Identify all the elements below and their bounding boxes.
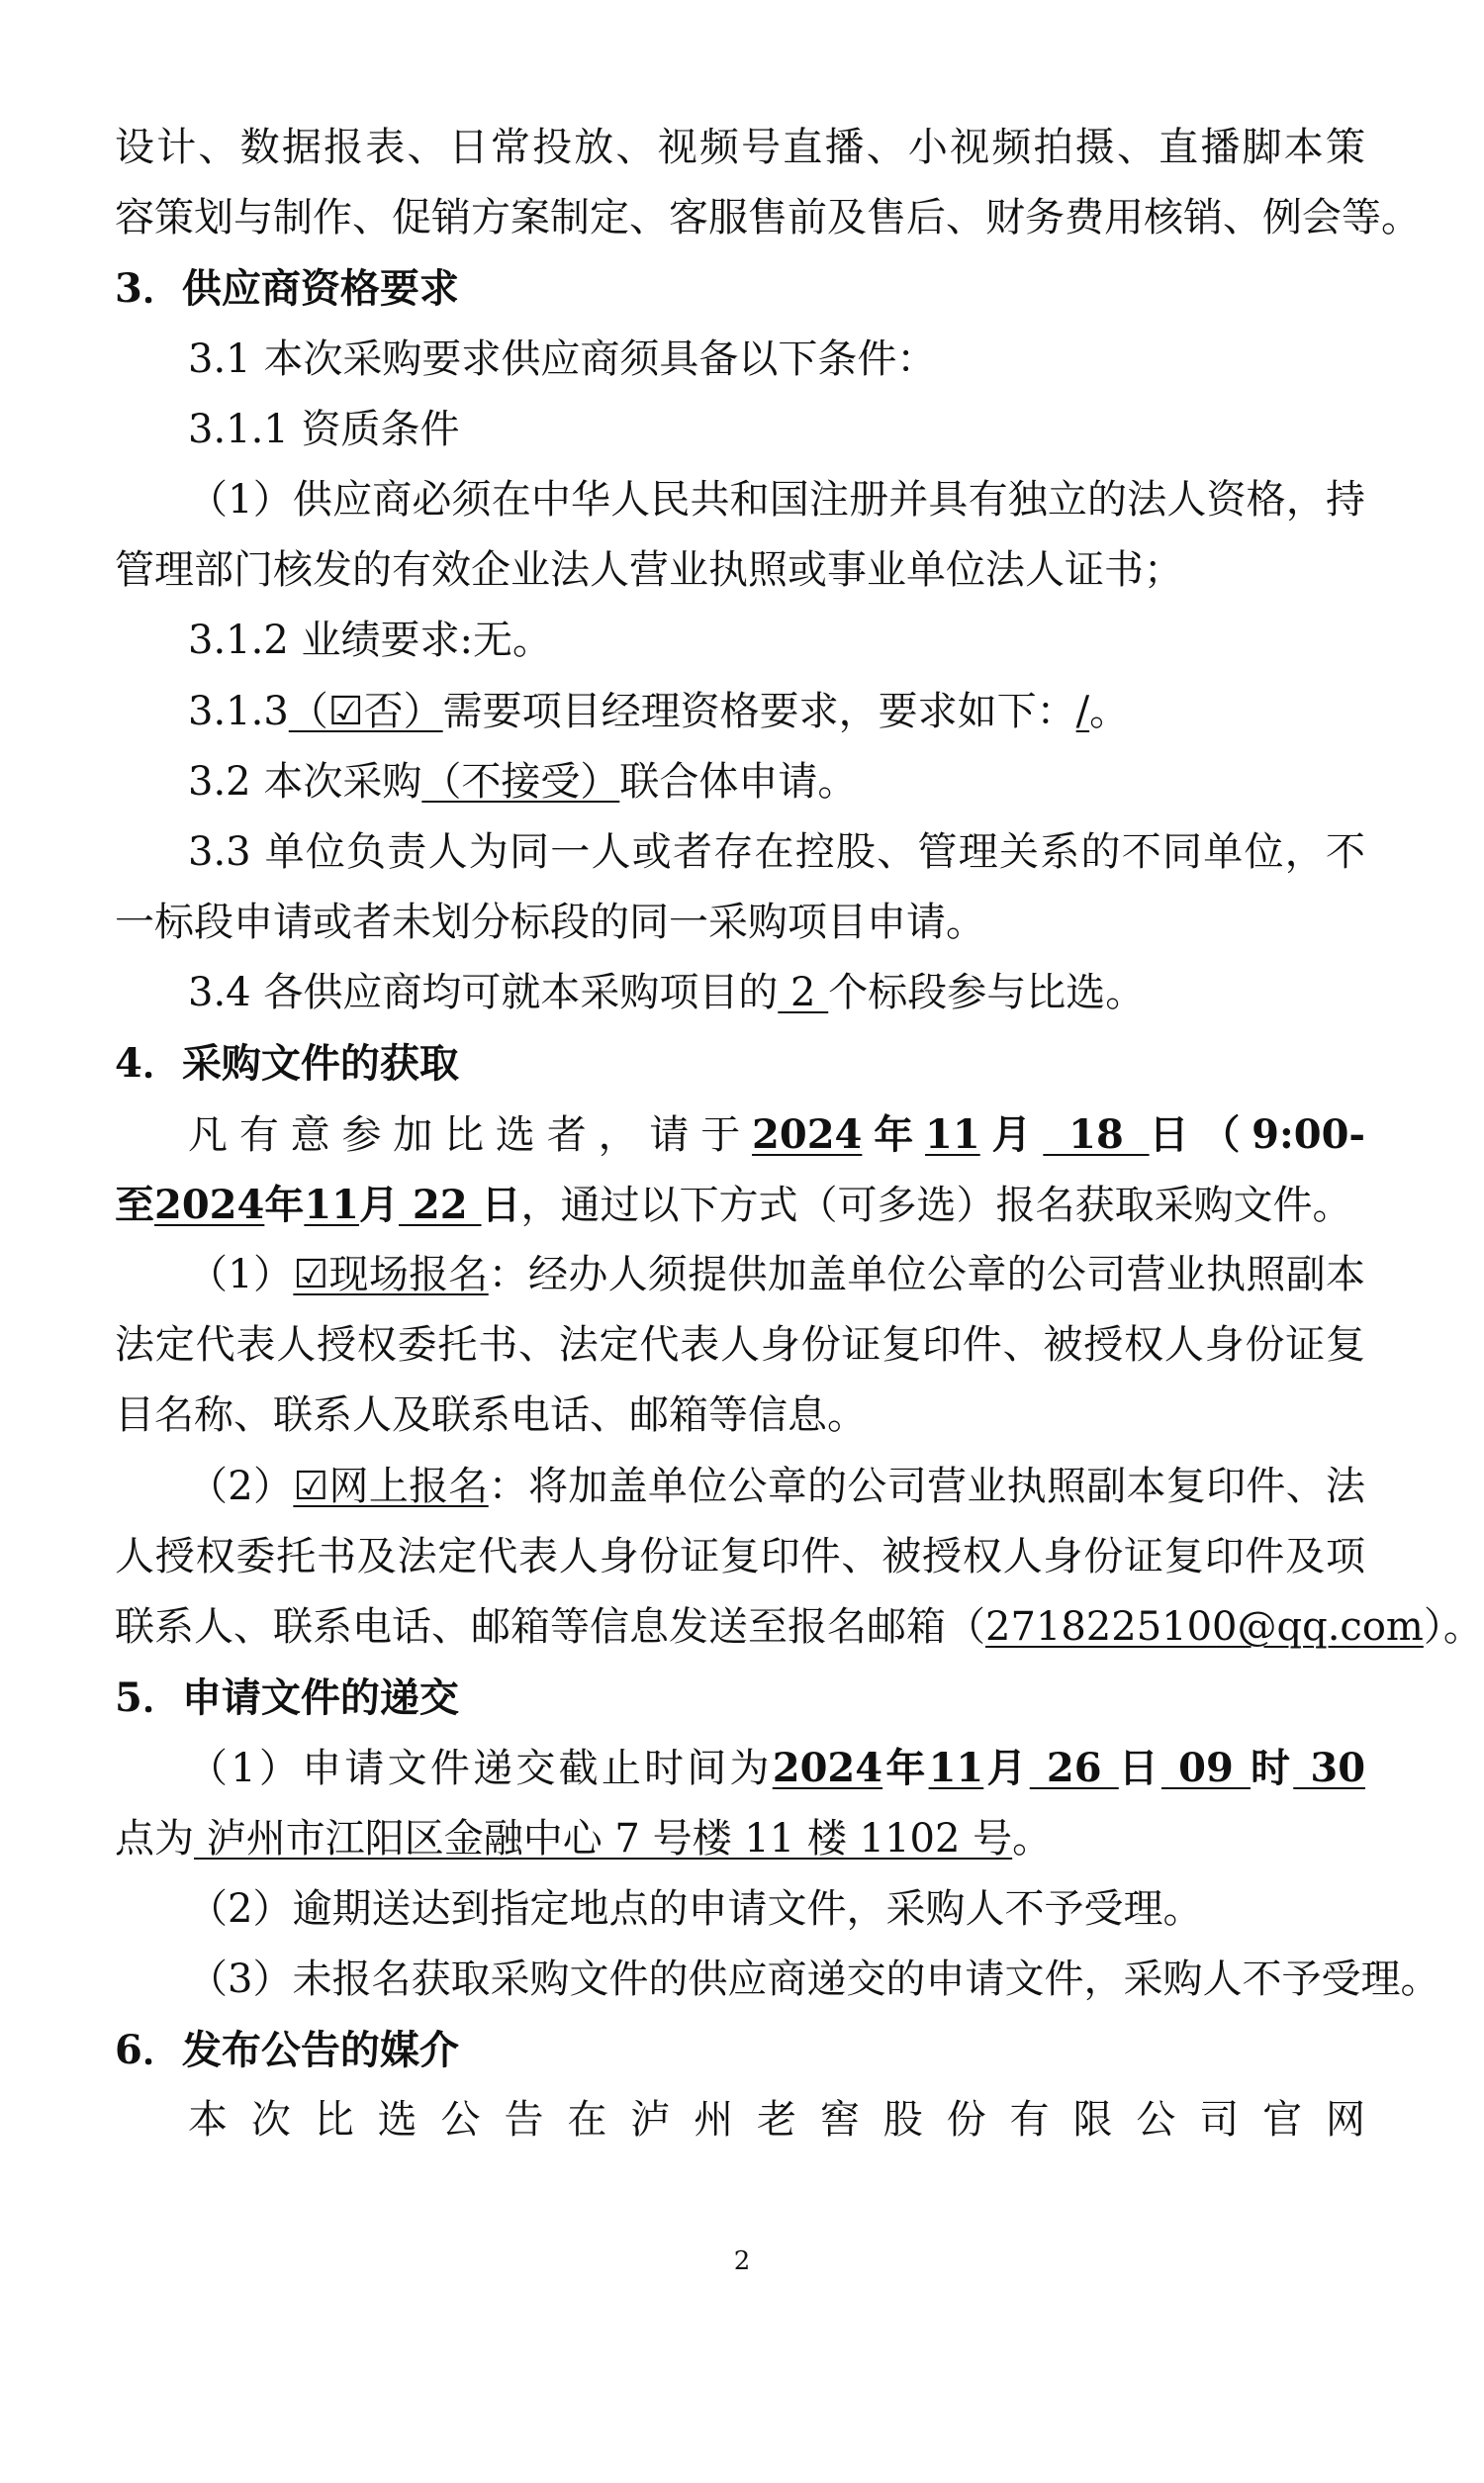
filled-field: 11 [928,1745,984,1792]
text-line [115,465,1365,535]
text-segment: （2） [188,1463,294,1509]
text-segment: 管理部门核发的有效企业法人营业执照或事业单位法人证书； [115,547,1183,594]
section-heading [115,1028,1365,1098]
text-line [115,1381,1365,1451]
text-segment: 凡有意参加比选者，请于 [188,1111,753,1158]
text-line [115,183,1421,253]
filled-field: 11 [304,1181,359,1228]
text-segment: 3.1 本次采购要求供应商须具备以下条件： [188,335,937,382]
text-segment: 年 [264,1181,305,1228]
filled-field: ☑网上报名 [293,1463,489,1509]
section-heading [115,1663,1365,1733]
text-line [115,1099,1365,1170]
text-segment: 目名称、联系人及联系电话、邮箱等信息。 [115,1392,867,1439]
filled-field: 2718225100@qq.com [985,1603,1424,1650]
text-segment: 6．发布公告的媒介 [115,2027,459,2074]
filled-field: 2024 [772,1745,883,1792]
document-body [115,113,1483,2155]
filled-field: （不接受） [421,758,620,805]
text-segment: 年 [882,1745,929,1792]
text-segment: （2）逾期送达到指定地点的申请文件，采购人不予受理。 [188,1885,1203,1932]
text-line [115,535,1365,606]
text-segment: 3.1.3 [188,688,289,734]
filled-field: 2 [778,970,829,1016]
text-segment: 容策划与制作、促销方案制定、客服售前及售后、财务费用核销、例会等。 [115,195,1421,241]
page-number: 2 [733,2246,751,2276]
text-segment: 3．供应商资格要求 [115,265,459,313]
text-segment: 月 [983,1745,1030,1792]
text-segment: 联系人、联系电话、邮箱等信息发送至报名邮箱（ [115,1603,985,1650]
text-line [115,747,1365,817]
filled-field: 26 [1029,1745,1119,1792]
text-segment: ：将加盖单位公章的公司营业执照副本复印件、法 [488,1463,1365,1509]
text-segment: 年 [862,1110,926,1158]
text-segment: 日（9:00- [1149,1110,1365,1158]
text-line [115,1733,1365,1803]
text-segment: 月 [359,1181,399,1228]
text-segment: 法定代表人授权委托书、法定代表人身份证复印件、被授权人身份证复 [115,1322,1365,1369]
filled-field: 30 [1293,1745,1365,1792]
text-segment: 5．申请文件的递交 [115,1674,459,1722]
filled-field: ☑现场报名 [293,1252,489,1297]
text-segment: 4．采购文件的获取 [115,1040,459,1088]
text-line [115,1170,1365,1240]
text-segment: （1）申请文件递交截止时间为 [188,1746,773,1792]
text-line [115,1240,1365,1310]
text-segment: 点为 [115,1815,194,1862]
text-line [115,325,1365,395]
filled-field: 2024 [752,1110,863,1158]
text-segment: 。 [1089,688,1130,734]
text-line [115,395,1365,465]
text-segment: ：经办人须提供加盖单位公章的公司营业执照副本 [488,1252,1365,1297]
text-segment: 3.1.2 业绩要求:无。 [188,618,552,664]
text-segment: 3.1.1 资质条件 [188,406,460,452]
text-line [115,1522,1365,1592]
text-segment: 至 [115,1181,154,1228]
text-line [115,1452,1365,1522]
text-line [115,2085,1365,2155]
filled-field: 09 [1160,1745,1251,1792]
text-segment: （3）未报名获取采购文件的供应商递交的申请文件，采购人不予受理。 [188,1956,1440,2002]
text-segment: 3.4 各供应商均可就本采购项目的 [188,970,779,1016]
text-segment: 。 [1012,1815,1053,1862]
text-segment: 3.3 单位负责人为同一人或者存在控股、管理关系的不同单位，不 [188,828,1365,875]
text-segment: 本次比选公告在泸州老窖股份有限公司官网 [188,2097,1365,2144]
text-line [115,958,1365,1028]
filled-field: 泸州市江阳区金融中心 7 号楼 11 楼 1102 号 [194,1815,1013,1862]
text-line [115,1804,1365,1874]
section-heading [115,2015,1365,2085]
text-segment: （1）供应商必须在中华人民共和国注册并具有独立的法人资格，持 [188,476,1365,523]
text-segment: 一标段申请或者未划分标段的同一采购项目申请。 [115,900,985,946]
text-line [115,1310,1365,1381]
text-segment: 人授权委托书及法定代表人身份证复印件、被授权人身份证复印件及项 [115,1533,1365,1579]
text-line [115,888,1365,958]
text-segment: ，通过以下方式（可多选）报名获取采购文件。 [520,1182,1352,1228]
text-line [115,1592,1483,1663]
text-segment: 联合体申请。 [619,758,858,805]
text-segment: 时 [1250,1745,1294,1792]
filled-field: 11 [925,1110,980,1158]
filled-field: 18 [1043,1110,1150,1158]
text-segment: （1） [188,1252,294,1297]
text-line [115,817,1365,888]
filled-field: / [1075,688,1090,734]
text-line [115,1945,1440,2015]
text-line [115,113,1365,183]
text-segment: 设计、数据报表、日常投放、视频号直播、小视频拍摄、直播脚本策 [115,125,1365,170]
text-segment: 3.2 本次采购 [188,758,422,805]
text-segment: 日 [481,1181,521,1228]
text-segment: 个标段参与比选。 [828,970,1146,1016]
text-line [115,606,1365,676]
text-segment: ）。 [1423,1603,1483,1650]
text-segment: 日 [1118,1745,1161,1792]
section-heading [115,253,1365,324]
filled-field: 2024 [154,1181,265,1228]
filled-field: 22 [399,1181,482,1228]
text-segment: 需要项目经理资格要求，要求如下： [442,688,1076,734]
filled-field: （☑否） [288,688,443,734]
text-line [115,677,1365,747]
text-line [115,1874,1365,1945]
text-segment: 月 [979,1110,1044,1158]
